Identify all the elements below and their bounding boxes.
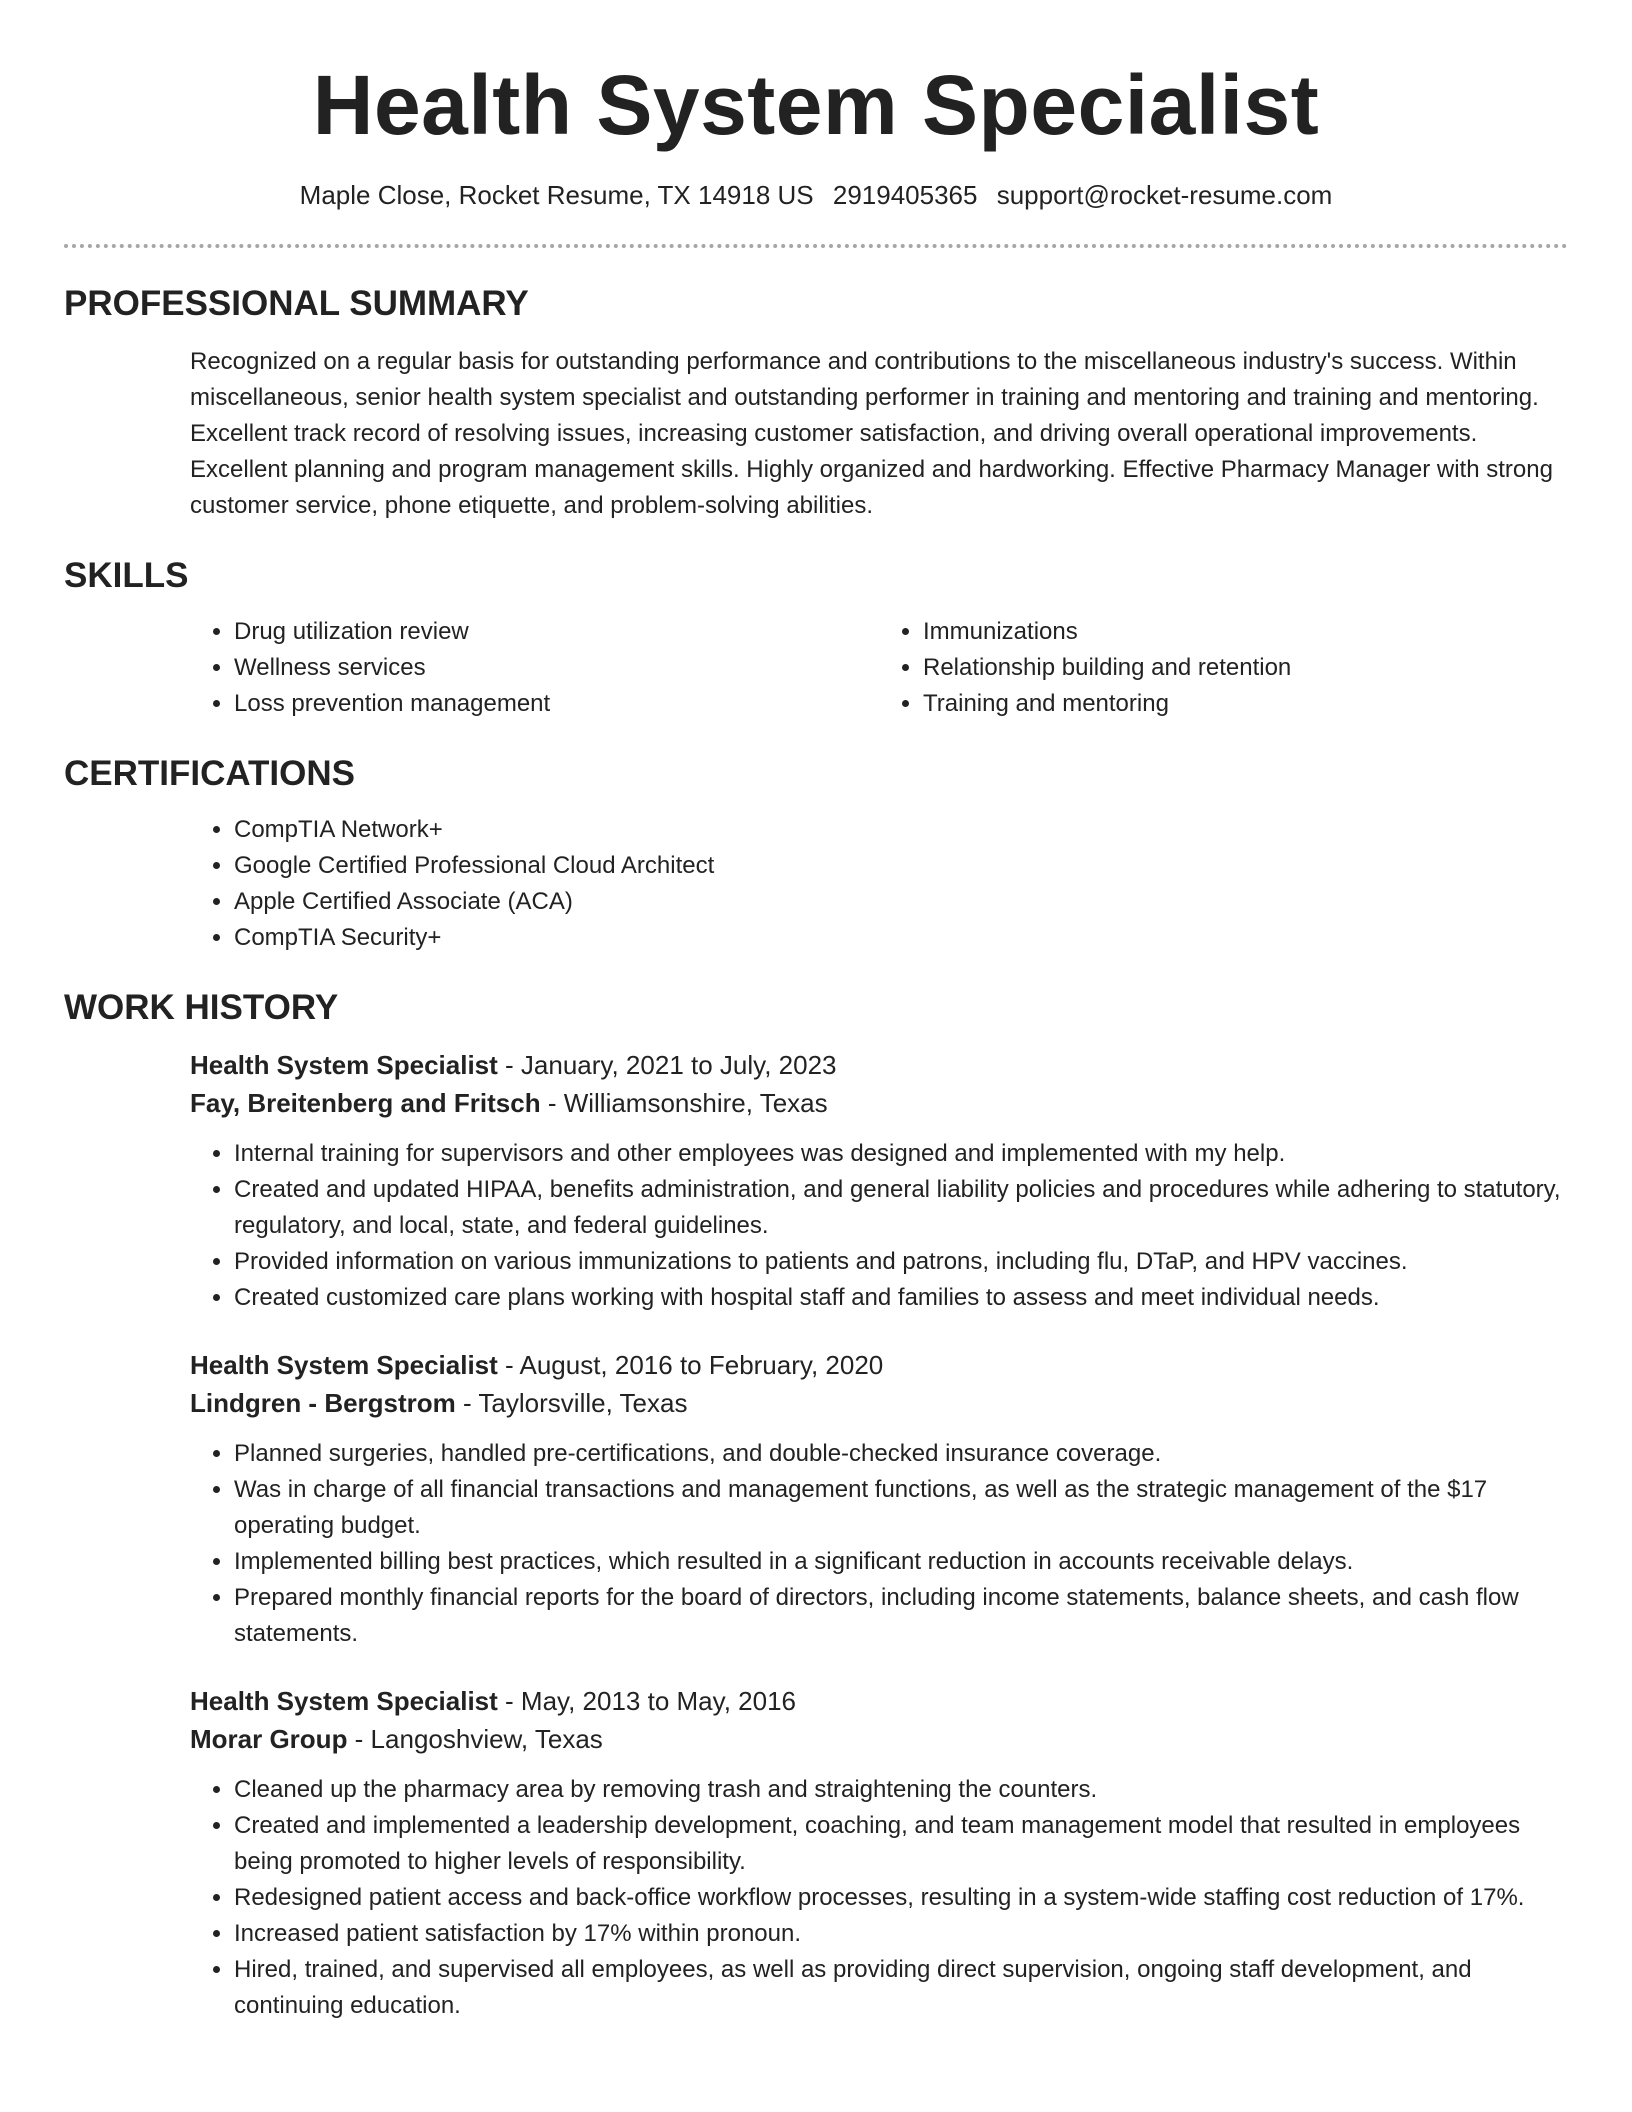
job-bullet: • Increased patient satisfaction by 17% within pronoun.	[234, 1916, 1568, 1952]
job-title-line	[190, 1682, 1568, 1720]
job-title-line	[190, 1046, 1568, 1084]
job-entry	[64, 1682, 1568, 2024]
skill-item: • Drug utilization review	[234, 614, 879, 650]
skill-item: • Relationship building and retention	[923, 650, 1568, 686]
job-bullets	[190, 1436, 1568, 1652]
job-title: Health System Specialist	[190, 1350, 498, 1380]
job-company: Morar Group	[190, 1724, 348, 1754]
work-history-section	[64, 986, 1568, 2024]
summary-section	[64, 282, 1568, 524]
job-bullets	[190, 1772, 1568, 2024]
job-company-line	[190, 1084, 1568, 1122]
job-title: Health System Specialist	[190, 1686, 498, 1716]
certification-item: • CompTIA Network+	[234, 812, 1568, 848]
job-bullet: • Internal training for supervisors and other employees was designed and implemented with my help.	[234, 1136, 1568, 1172]
job-title: Health System Specialist	[190, 1050, 498, 1080]
certifications-section	[64, 752, 1568, 956]
job-bullet: • Redesigned patient access and back-office workflow processes, resulting in a system-wide staffing cost reduction of 17%.	[234, 1880, 1568, 1916]
certification-item: • Google Certified Professional Cloud Architect	[234, 848, 1568, 884]
skills-list-right	[879, 614, 1568, 722]
contact-address: Maple Close, Rocket Resume, TX 14918 US	[299, 180, 814, 210]
certification-item: • CompTIA Security+	[234, 920, 1568, 956]
skill-item: • Immunizations	[923, 614, 1568, 650]
job-entry	[64, 1346, 1568, 1652]
summary-text: Recognized on a regular basis for outstanding performance and contributions to the miscellaneous industry's success. Within miscellaneous, senior health system specialist and outstanding performer in training and mentoring and training and mentoring. Excellent track record of resolving issues, increasing customer satisfaction, and driving overall operational improvements. Excellent planning and program management skills. Highly organized and hardworking. Effective Pharmacy Manager with strong customer service, phone etiquette, and problem-solving abilities.	[190, 348, 1553, 519]
job-entry	[64, 1046, 1568, 1316]
job-title-line	[190, 1346, 1568, 1384]
job-company-line	[190, 1720, 1568, 1758]
skills-columns	[190, 614, 1568, 722]
certifications-heading: CERTIFICATIONS	[64, 754, 356, 793]
certifications-list	[190, 812, 1568, 956]
job-bullets	[190, 1136, 1568, 1316]
job-bullet: • Cleaned up the pharmacy area by removing trash and straightening the counters.	[234, 1772, 1568, 1808]
job-bullet: • Prepared monthly financial reports for the board of directors, including income statements, balance sheets, and cash flow statements.	[234, 1580, 1568, 1652]
skills-heading: SKILLS	[64, 556, 189, 595]
job-bullet: • Hired, trained, and supervised all employees, as well as providing direct supervision, ongoing staff development, and continuing education.	[234, 1952, 1568, 2024]
job-company: Lindgren - Bergstrom	[190, 1388, 456, 1418]
job-dates: - January, 2021 to July, 2023	[497, 1050, 837, 1080]
job-location: - Langoshview, Texas	[347, 1724, 603, 1754]
job-bullet: • Was in charge of all financial transactions and management functions, as well as the strategic management of the $17 operating budget.	[234, 1472, 1568, 1544]
job-bullet: • Created customized care plans working with hospital staff and families to assess and meet individual needs.	[234, 1280, 1568, 1316]
skills-section	[64, 554, 1568, 722]
header-divider	[64, 244, 1568, 248]
summary-heading: PROFESSIONAL SUMMARY	[64, 284, 529, 323]
skills-list-left	[190, 614, 879, 722]
job-company: Fay, Breitenberg and Fritsch	[190, 1088, 541, 1118]
job-bullet: • Created and updated HIPAA, benefits administration, and general liability policies and procedures while adhering to statutory, regulatory, and local, state, and federal guidelines.	[234, 1172, 1568, 1244]
contact-phone: 2919405365	[832, 180, 978, 210]
resume-name: Health System Specialist	[312, 58, 1320, 152]
job-dates: - May, 2013 to May, 2016	[497, 1686, 796, 1716]
job-dates: - August, 2016 to February, 2020	[497, 1350, 884, 1380]
contact-line	[64, 178, 1568, 212]
work-history-heading: WORK HISTORY	[64, 988, 339, 1027]
job-company-line	[190, 1384, 1568, 1422]
skill-item: • Wellness services	[234, 650, 879, 686]
job-bullet: • Created and implemented a leadership development, coaching, and team management model that resulted in employees being promoted to higher levels of responsibility.	[234, 1808, 1568, 1880]
certification-item: • Apple Certified Associate (ACA)	[234, 884, 1568, 920]
job-bullet: • Planned surgeries, handled pre-certifications, and double-checked insurance coverage.	[234, 1436, 1568, 1472]
skill-item: • Loss prevention management	[234, 686, 879, 722]
job-location: - Williamsonshire, Texas	[540, 1088, 828, 1118]
job-bullet: • Implemented billing best practices, which resulted in a significant reduction in accounts receivable delays.	[234, 1544, 1568, 1580]
contact-email: support@rocket-resume.com	[996, 180, 1333, 210]
job-bullet: • Provided information on various immunizations to patients and patrons, including flu, DTaP, and HPV vaccines.	[234, 1244, 1568, 1280]
skill-item: • Training and mentoring	[923, 686, 1568, 722]
job-location: - Taylorsville, Texas	[455, 1388, 688, 1418]
